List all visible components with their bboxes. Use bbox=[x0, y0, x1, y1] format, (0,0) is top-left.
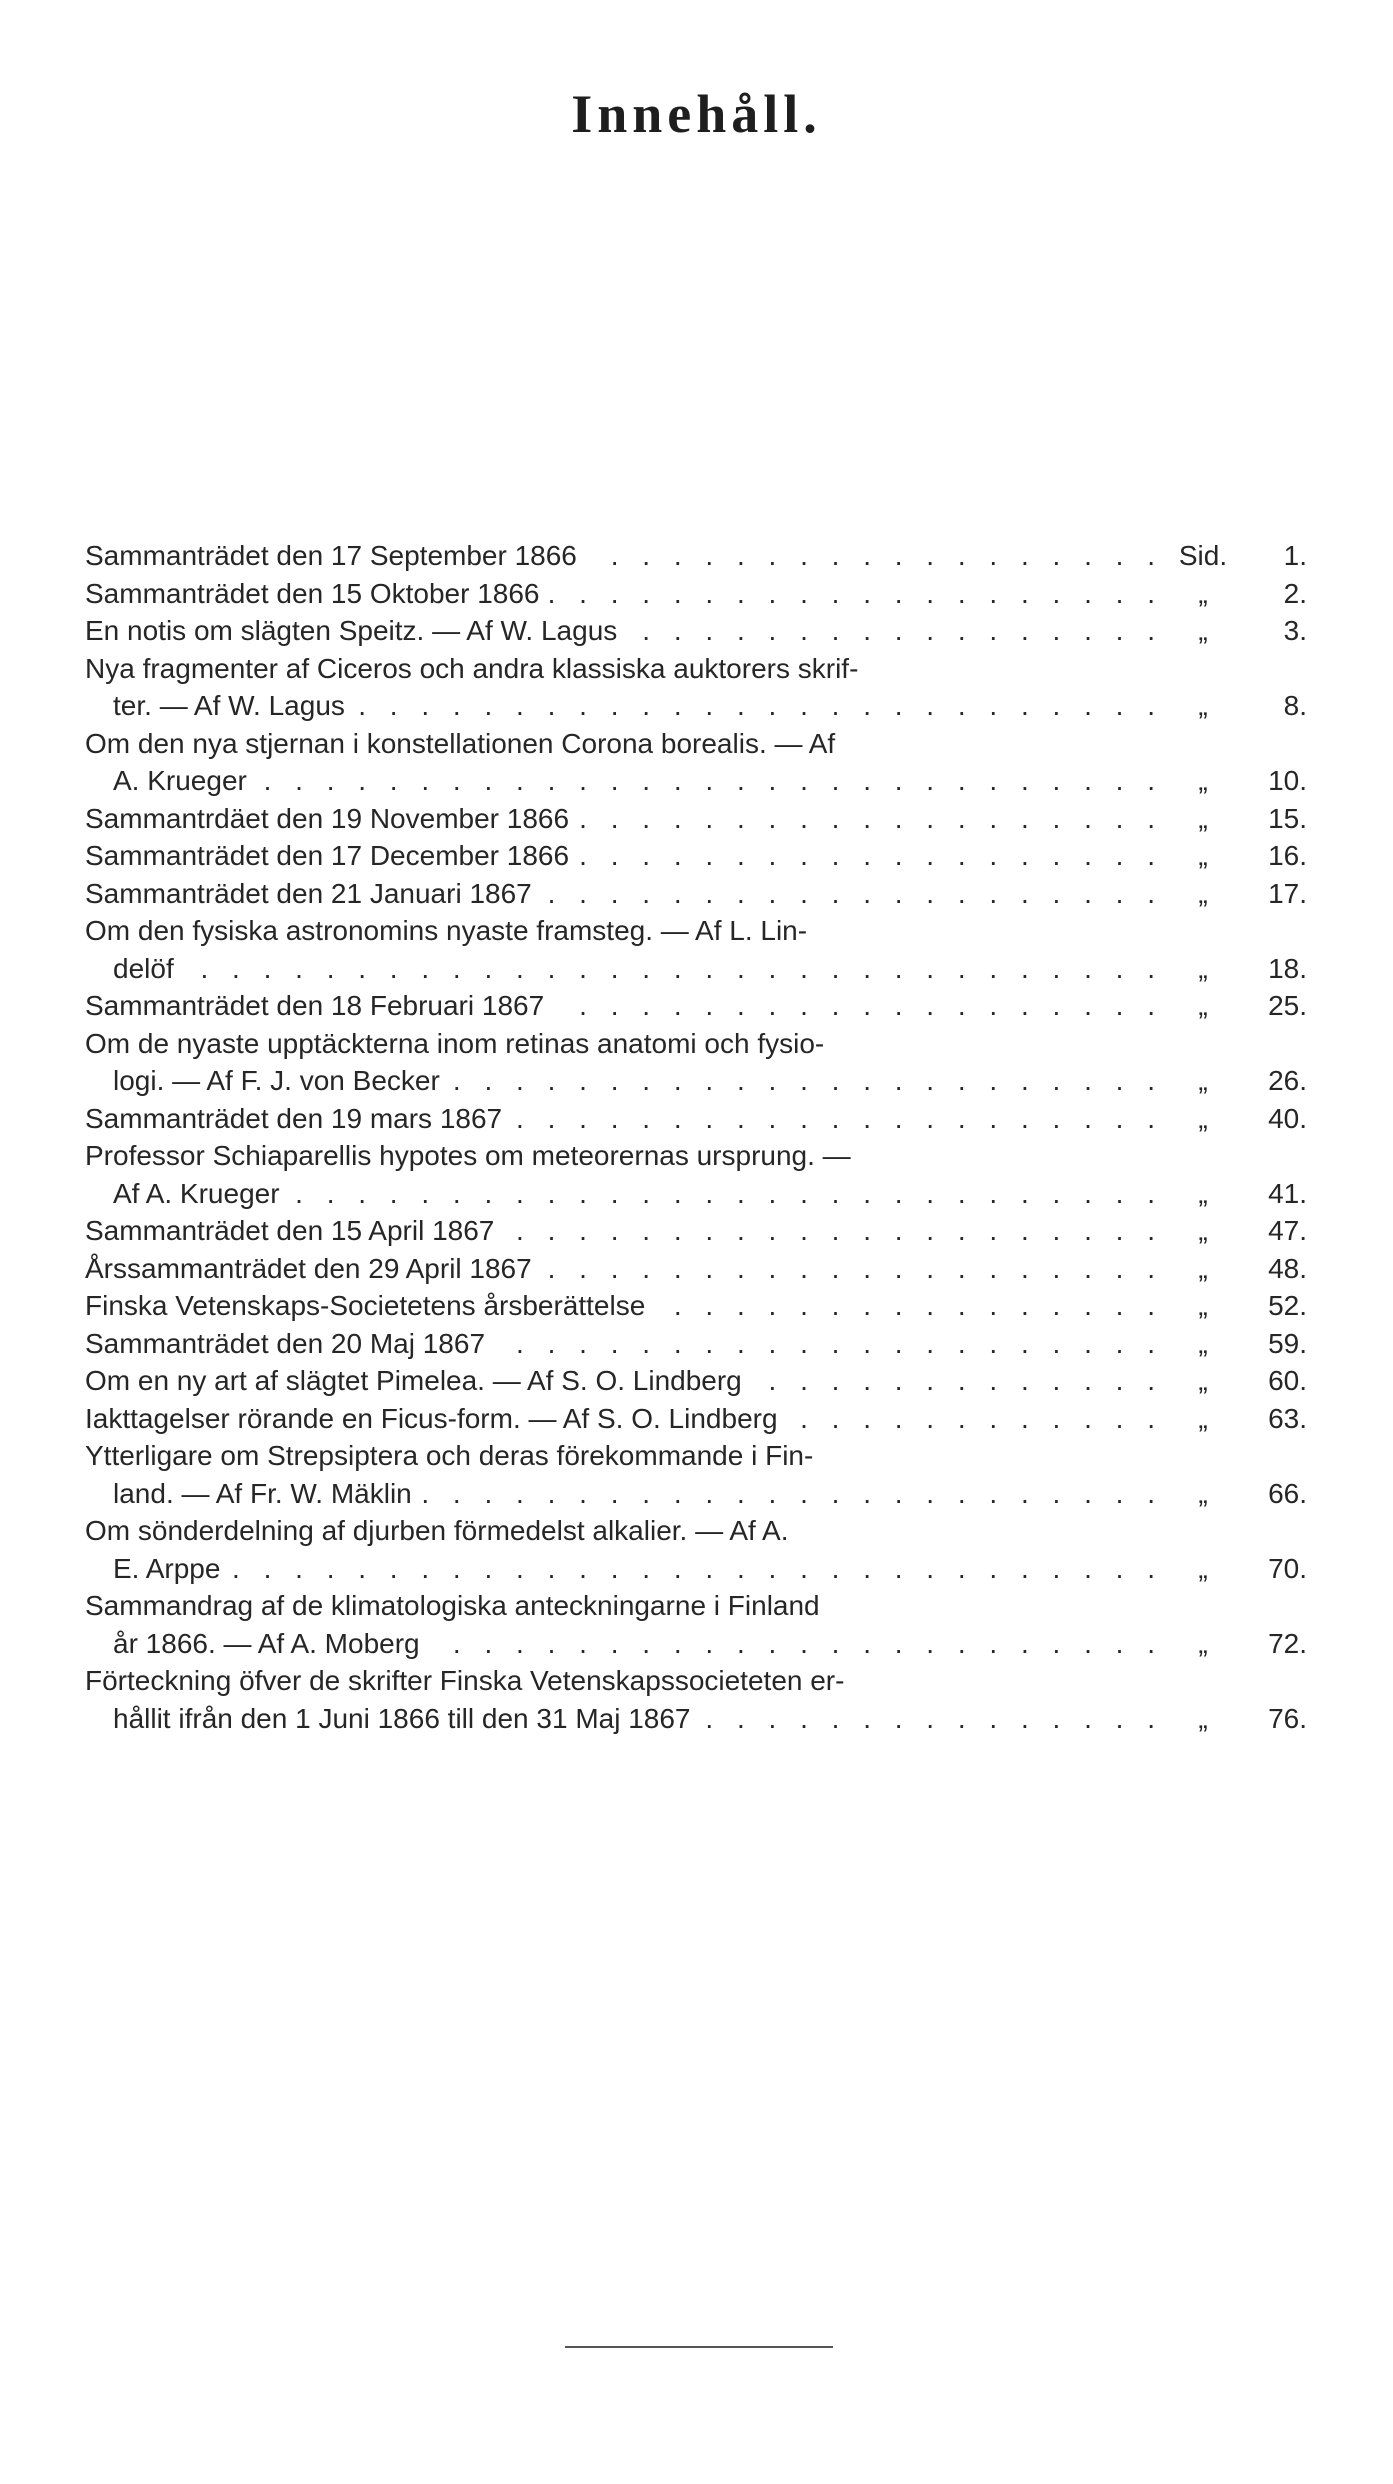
toc-page-number: 40. bbox=[1268, 1102, 1307, 1134]
toc-line bbox=[85, 1437, 1307, 1475]
toc-page-number: 16. bbox=[1268, 840, 1307, 871]
toc-page-number: 18. bbox=[1268, 952, 1307, 984]
dot-leader bbox=[554, 987, 1163, 1025]
toc-entry-title: E. Arppe bbox=[113, 1552, 221, 1584]
dot-leader bbox=[422, 1475, 1163, 1513]
dot-leader bbox=[788, 1400, 1163, 1438]
toc-page-prefix: „ bbox=[1198, 1627, 1208, 1659]
toc-line bbox=[85, 875, 1307, 913]
toc-entry bbox=[85, 1100, 1169, 1138]
table-of-contents bbox=[85, 537, 1307, 1737]
dot-leader bbox=[512, 1100, 1163, 1138]
toc-entry bbox=[85, 1287, 1169, 1325]
toc-page-number: 10. bbox=[1268, 765, 1307, 796]
toc-page-number: 1. bbox=[1283, 540, 1307, 571]
dot-leader bbox=[495, 1325, 1163, 1363]
toc-entry bbox=[85, 912, 1169, 950]
toc-entry bbox=[85, 800, 1169, 838]
toc-entry bbox=[85, 1587, 1169, 1625]
toc-entry-title: Professor Schiaparellis hypotes om meteorernas ursprung. — bbox=[85, 1140, 851, 1171]
dot-leader bbox=[230, 1550, 1163, 1588]
toc-page-prefix: „ bbox=[1198, 577, 1208, 609]
toc-page-prefix: „ bbox=[1198, 952, 1208, 984]
toc-line bbox=[85, 762, 1307, 800]
toc-entry-title: Om de nyaste upptäckterna inom retinas anatomi och fysio- bbox=[85, 1027, 825, 1059]
toc-entry-title: Ytterligare om Strepsiptera och deras förekommande i Fin- bbox=[85, 1440, 814, 1471]
dot-leader bbox=[752, 1362, 1163, 1400]
toc-entry-title: En notis om slägten Speitz. — Af W. Lagus bbox=[85, 615, 618, 646]
dot-leader bbox=[579, 800, 1163, 838]
toc-line bbox=[85, 1512, 1307, 1550]
toc-page-number: 63. bbox=[1268, 1402, 1307, 1434]
toc-line bbox=[85, 1137, 1307, 1175]
toc-entry bbox=[85, 1437, 1169, 1475]
toc-entry-title: Om den nya stjernan i konstellationen Corona borealis. — Af bbox=[85, 727, 836, 759]
toc-entry bbox=[85, 1212, 1169, 1250]
toc-line bbox=[85, 987, 1307, 1025]
toc-line bbox=[85, 1250, 1307, 1288]
toc-line bbox=[85, 1662, 1307, 1700]
toc-entry-title: Sammanträdet den 17 December 1866 bbox=[85, 840, 570, 871]
dot-leader bbox=[701, 1700, 1164, 1738]
toc-line bbox=[85, 1362, 1307, 1400]
dot-leader bbox=[542, 875, 1163, 913]
toc-page-prefix: „ bbox=[1198, 1177, 1208, 1209]
toc-entry bbox=[85, 575, 1169, 613]
toc-page-number: 66. bbox=[1268, 1477, 1307, 1509]
toc-entry-title: delöf bbox=[113, 952, 174, 984]
toc-entry-title: Om en ny art af slägtet Pimelea. — Af S. O. Lindberg bbox=[85, 1365, 742, 1396]
toc-entry bbox=[85, 650, 1169, 688]
toc-page-prefix: „ bbox=[1198, 1552, 1208, 1584]
toc-line bbox=[85, 687, 1307, 725]
toc-entry-title: logi. — Af F. J. von Becker bbox=[113, 1065, 440, 1096]
dot-leader bbox=[355, 687, 1163, 725]
toc-line bbox=[85, 612, 1307, 650]
toc-page-prefix: „ bbox=[1198, 615, 1208, 646]
toc-line bbox=[85, 1175, 1307, 1213]
toc-entry bbox=[85, 1625, 1169, 1663]
dot-leader bbox=[290, 1175, 1163, 1213]
toc-line bbox=[85, 650, 1307, 688]
toc-page-number: 3. bbox=[1283, 615, 1307, 646]
toc-page-prefix: „ bbox=[1198, 1102, 1208, 1134]
toc-page-number: 48. bbox=[1268, 1252, 1307, 1284]
toc-line bbox=[85, 1062, 1307, 1100]
dot-leader bbox=[450, 1062, 1163, 1100]
toc-entry-title: Om den fysiska astronomins nyaste framsteg. — Af L. Lin- bbox=[85, 915, 808, 946]
divider-rule bbox=[565, 2346, 833, 2348]
toc-page-prefix: „ bbox=[1198, 877, 1208, 909]
page-title: Innehåll. bbox=[571, 84, 822, 144]
toc-entry-title: Förteckning öfver de skrifter Finska Vetenskapssocieteten er- bbox=[85, 1665, 845, 1696]
toc-page-prefix: „ bbox=[1198, 1327, 1208, 1359]
toc-page-prefix: „ bbox=[1198, 690, 1208, 721]
toc-line bbox=[85, 800, 1307, 838]
toc-entry-title: Sammantrdäet den 19 November 1866 bbox=[85, 802, 570, 834]
toc-line bbox=[85, 837, 1307, 875]
toc-entry bbox=[85, 1175, 1169, 1213]
toc-line bbox=[85, 575, 1307, 613]
toc-page-prefix: „ bbox=[1198, 1215, 1208, 1246]
toc-page-prefix: „ bbox=[1198, 1702, 1208, 1734]
toc-entry-title: Sammanträdet den 21 Januari 1867 bbox=[85, 877, 532, 909]
toc-page-prefix: Sid. bbox=[1178, 540, 1228, 571]
dot-leader bbox=[655, 1287, 1163, 1325]
toc-entry-title: Sammanträdet den 19 mars 1867 bbox=[85, 1102, 503, 1134]
toc-line bbox=[85, 1287, 1307, 1325]
toc-entry-title: Sammanträdet den 17 September 1866 bbox=[85, 540, 577, 571]
toc-page-number: 72. bbox=[1268, 1627, 1307, 1659]
toc-entry bbox=[85, 612, 1169, 650]
toc-page-prefix: „ bbox=[1198, 1477, 1208, 1509]
toc-entry bbox=[85, 1550, 1169, 1588]
toc-page-prefix: „ bbox=[1198, 1290, 1208, 1321]
dot-leader bbox=[587, 537, 1163, 575]
toc-entry bbox=[85, 762, 1169, 800]
toc-entry bbox=[85, 875, 1169, 913]
dot-leader bbox=[579, 837, 1163, 875]
toc-page-number: 26. bbox=[1268, 1065, 1307, 1096]
toc-page-prefix: „ bbox=[1198, 990, 1208, 1021]
toc-page-number: 70. bbox=[1268, 1552, 1307, 1584]
toc-line bbox=[85, 537, 1307, 575]
toc-entry-title: Iakttagelser rörande en Ficus-form. — Af S. O. Lindberg bbox=[85, 1402, 778, 1434]
toc-entry bbox=[85, 987, 1169, 1025]
toc-entry-title: Årssammanträdet den 29 April 1867 bbox=[85, 1252, 532, 1284]
toc-entry bbox=[85, 1325, 1169, 1363]
toc-line bbox=[85, 1475, 1307, 1513]
toc-page-number: 8. bbox=[1283, 690, 1307, 721]
toc-page-number: 17. bbox=[1268, 877, 1307, 909]
toc-entry-title: ter. — Af W. Lagus bbox=[113, 690, 345, 721]
toc-page-prefix: „ bbox=[1198, 1065, 1208, 1096]
toc-entry bbox=[85, 1400, 1169, 1438]
toc-entry-title: Sammanträdet den 15 April 1867 bbox=[85, 1215, 495, 1246]
toc-entry bbox=[85, 1025, 1169, 1063]
toc-page-prefix: „ bbox=[1198, 840, 1208, 871]
toc-page-number: 25. bbox=[1268, 990, 1307, 1021]
toc-entry-title: Sammanträdet den 20 Maj 1867 bbox=[85, 1327, 486, 1359]
toc-entry-title: Nya fragmenter af Ciceros och andra klassiska auktorers skrif- bbox=[85, 652, 859, 684]
dot-leader bbox=[542, 1250, 1163, 1288]
toc-entry bbox=[85, 1062, 1169, 1100]
toc-line bbox=[85, 1100, 1307, 1138]
toc-entry-title: Sammanträdet den 18 Februari 1867 bbox=[85, 990, 545, 1021]
toc-page-number: 60. bbox=[1268, 1365, 1307, 1396]
dot-leader bbox=[550, 575, 1163, 613]
toc-page-prefix: „ bbox=[1198, 1252, 1208, 1284]
toc-line bbox=[85, 1700, 1307, 1738]
toc-entry-title: år 1866. — Af A. Moberg bbox=[113, 1627, 420, 1659]
toc-page-number: 15. bbox=[1268, 802, 1307, 834]
toc-entry bbox=[85, 950, 1169, 988]
toc-page-prefix: „ bbox=[1198, 765, 1208, 796]
toc-entry bbox=[85, 725, 1169, 763]
dot-leader bbox=[257, 762, 1163, 800]
toc-entry-title: Sammanträdet den 15 Oktober 1866 bbox=[85, 577, 540, 609]
toc-page-prefix: „ bbox=[1198, 1365, 1208, 1396]
dot-leader bbox=[504, 1212, 1163, 1250]
toc-line bbox=[85, 1550, 1307, 1588]
toc-page-number: 76. bbox=[1268, 1702, 1307, 1734]
toc-entry bbox=[85, 1250, 1169, 1288]
toc-entry bbox=[85, 537, 1169, 575]
toc-line bbox=[85, 1587, 1307, 1625]
toc-entry bbox=[85, 1512, 1169, 1550]
toc-page-prefix: „ bbox=[1198, 1402, 1208, 1434]
toc-entry bbox=[85, 1475, 1169, 1513]
toc-page-number: 41. bbox=[1268, 1177, 1307, 1209]
toc-page-number: 2. bbox=[1283, 577, 1307, 609]
toc-line bbox=[85, 1400, 1307, 1438]
toc-page-number: 59. bbox=[1268, 1327, 1307, 1359]
toc-entry bbox=[85, 1662, 1169, 1700]
toc-line bbox=[85, 1025, 1307, 1063]
toc-entry bbox=[85, 1362, 1169, 1400]
toc-entry bbox=[85, 1137, 1169, 1175]
toc-entry bbox=[85, 1700, 1169, 1738]
toc-line bbox=[85, 950, 1307, 988]
toc-page-number: 52. bbox=[1268, 1290, 1307, 1321]
toc-entry-title: Sammandrag af de klimatologiska anteckningarne i Finland bbox=[85, 1590, 820, 1621]
dot-leader bbox=[627, 612, 1163, 650]
toc-entry-title: hållit ifrån den 1 Juni 1866 till den 31 Maj 1867 bbox=[113, 1702, 691, 1734]
toc-page-number: 47. bbox=[1268, 1215, 1307, 1246]
toc-line bbox=[85, 1625, 1307, 1663]
toc-page-prefix: „ bbox=[1198, 802, 1208, 834]
toc-entry-title: Af A. Krueger bbox=[113, 1177, 280, 1209]
dot-leader bbox=[430, 1625, 1163, 1663]
toc-entry-title: land. — Af Fr. W. Mäklin bbox=[113, 1477, 412, 1509]
toc-line bbox=[85, 1325, 1307, 1363]
toc-entry-title: Om sönderdelning af djurben förmedelst alkalier. — Af A. bbox=[85, 1515, 789, 1546]
toc-entry bbox=[85, 687, 1169, 725]
toc-entry-title: Finska Vetenskaps-Societetens årsberättelse bbox=[85, 1290, 646, 1321]
toc-line bbox=[85, 1212, 1307, 1250]
toc-line bbox=[85, 725, 1307, 763]
toc-entry-title: A. Krueger bbox=[113, 765, 247, 796]
toc-entry bbox=[85, 837, 1169, 875]
dot-leader bbox=[184, 950, 1163, 988]
toc-line bbox=[85, 912, 1307, 950]
